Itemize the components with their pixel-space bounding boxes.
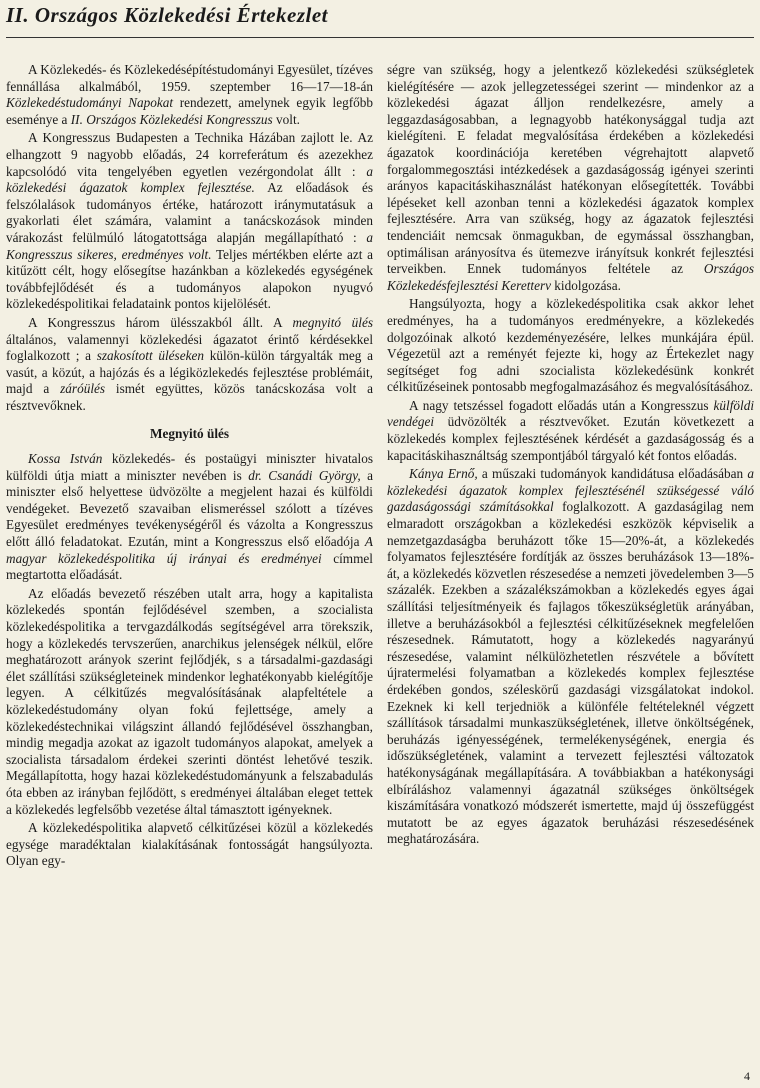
paragraph: A Közlekedés- és Közlekedésépítéstudományi Egyesület, tízéves fennállása alkalmából, 1959. szeptember 16—17—18-án Közlekedéstudományi Napokat rendezett, amelynek egyik legfőbb eseménye a II. Országos Közlekedési Kongresszus volt. [6, 62, 374, 127]
left-column [6, 62, 373, 872]
paragraph: A nagy tetszéssel fogadott előadás után a Kongresszus külföldi vendégei üdvözölték a résztvevőket. Ezután következett a közlekedés komplex fejlesztésének kérdését a gazdaságosság és a kapacitáskihasználtság szempontjából tárgyaló két fontos előadás. [387, 397, 754, 463]
italic-run: szakosított üléseken [96, 348, 204, 364]
paragraph: A Kongresszus Budapesten a Technika Házában zajlott le. Az elhangzott 9 nagyobb előadás, 24 korreferátum és azezekhez kapcsolódó vita tengelyében egyetlen vezérgondolat állt : a közlekedési ágazatok komplex fejlesztése. Az előadások és felszólalások tudományos értéke, határozott iránymutatásuk a gyakorlati élet számára, valamint a tanácskozások minden várakozást felülmúló látogatottsága alapján megállapítható : a Kongresszus sikeres, eredményes volt. Teljes mértékben elérte azt a kitűzött célt, hogy elősegítse hazánkban a közlekedés egységének továbbfejlődését és a tudományos alapokon nyugvó közlekedéspolitikai feladataink pontos kijelölését. [6, 130, 373, 312]
paragraph: Kánya Ernő, a műszaki tudományok kandidátusa előadásában a közlekedési ágazatok komplex fejlesztésénél szükségessé váló gazdaságossági számításokkal foglalkozott. A gazdaságilag nem elmaradott országokban a közlekedési eszközök képviselik a nemzetgazdaságba beruházott tőke 15—20%-át, a közlekedés folyamatos fejlesztésére fordítják az összes beruházások 13—18%-át, a közlekedés közvetlen részesedése a nemzeti jövedelemben 3—5 százalék. Ezekben a százalékszámokban a közlekedés egyes ágai szállítási teljesítményeik és fajlagos tőkeszükségletük arányában, illetve a beruházásokból a fejlesztési célkitűzéseknek megfelelően részesednek. Rámutatott, hogy a közlekedés nagyarányú részesedése, valamint nélkülözhetetlen részvétele a bővített újratermelési folyamatban a közlekedés komplex fejlesztése érdekében gondos, széleskörű gazdasági vizsgálatokat indokol. Ezeknek ki kell terjedniök a különféle feltételeknél végzett szállítások társadalmi munkaszükségletének, illetve önköltségének, beruházás igényességének, termelékenységének, energia és időszükségletének, valamint a tervezett fejlesztési változatok hatékonyságának megállapítására. A továbbiakban a hatékonysági elbíráláshoz valamennyi ágazatnál szükséges önköltségek kiszámítására vonatkozó módszerét ismertette, majd új összefüggést mutatott be az egyes ágazatok beruházási részesedésének meghatározására. [387, 466, 755, 847]
right-column [387, 62, 754, 872]
italic-run: a közlekedési ágazatok komplex fejlesztése. [6, 163, 373, 196]
italic-run: külföldi vendégei [387, 397, 754, 430]
paragraph: A közlekedéspolitika alapvető célkitűzései közül a közlekedés egysége maradéktalan kialakításának fontosságát hangsúlyozta. Olyan egy- [6, 820, 373, 869]
paragraph: Kossa István közlekedés- és postaügyi miniszter hivatalos külföldi útja miatt a miniszter nevében is dr. Csanádi György, a miniszter első helyettese üdvözölte a megjelent hazai és külföldi vendégeket. Bevezető szavaiban elismeréssel szólott a tízéves Egyesület eredményes tevékenységéről és vázolta a Kongresszus előtt álló feladatokat. Ezután, mint a Kongresszus első előadója A magyar közlekedéspolitika új irányai és eredményei címmel megtartotta előadását. [6, 451, 373, 583]
italic-run: Kossa István [28, 451, 103, 467]
paragraph: A Kongresszus három ülésszakból állt. A megnyitó ülés általános, valamennyi közlekedési ágazatot érintő kérdésekkel foglalkozott ; a szakosított üléseken külön-külön tárgyalták meg a vasút, a közút, a hajózás és a légiközlekedés fejlesztése problémáit, majd a záróülés ismét együttes, közös tanácskozása volt a résztvevőknek. [6, 314, 374, 413]
paragraph: Az előadás bevezető részében utalt arra, hogy a kapitalista közlekedés spontán fejlődésével szemben, a szocialista közlekedéspolitika a tervgazdálkodás segítségével arra törekszik, hogy a közlekedés tervszerűen, anarchikus jelenségek nélkül, előre meghatározott arányok szerint fejlődjék, s a társadalmi-gazdasági élet szállítási szükségleteinek mindenkor leghatékonyabb kielégítője legyen. A célkitűzés megvalósításának alapfeltétele a közlekedéstudomány olyan fokú fejlettsége, amely a közlekedéstechnikai világszint állandó fejlődésével összhangban, mindig megadja azokat az igazolt tudományos alapokat, amelyek a szocialista társadalom érdekei szerinti döntést lehetővé teszik. Megállapította, hogy hazai közlekedéstudományunk a felszabadulás óta ebben az irányban fejlődött, s eredményei általában eleget tettek a közlekedés legfelsőbb vezetése által támasztott igényeknek. [6, 585, 373, 817]
italic-run: Közlekedéstudományi Napokat [6, 95, 174, 111]
italic-run: dr. Csanádi György, [248, 467, 361, 483]
italic-run: a közlekedési ágazatok komplex fejlesztésénél szükségessé váló gazdaságossági számításokkal [387, 466, 755, 515]
italic-run: megnyitó ülés [292, 314, 373, 330]
italic-run: a Kongresszus sikeres, eredményes volt. [6, 229, 373, 262]
italic-run: Országos Közlekedésfejlesztési Keretterv [387, 261, 754, 293]
paragraph: ségre van szükség, hogy a jelentkező közlekedési szükségletek kielégítésére — azok jellegzetességei szerint — mindenkor az a közlekedési ágazat álljon rendelkezésre, amely a leggazdaságosabban, a legnagyobb hatékonysággal tudja azt kielégíteni. E feladat megvalósítása érdekében a közlekedési ágazatok koordinációja keretében végrehajtott alapvető forgalommegosztási intézkedések a gazdaságosság igényei szerinti arányos kapacitáskihasználást hatékonyan elősegítették. További lépéseket kell azonban tenni a közlekedési ágazatok komplex fejlesztésére. Arra van szükség, hogy az ágazatok fejlesztési tendenciáit nemcsak önmagukban, de egymással összhangban, optimálisan arányosítva és ütemezve irányítsuk konkrét fejlesztési terveikben. Ennek tudományos feltétele az Országos Közlekedésfejlesztési Keretterv kidolgozása. [387, 62, 754, 293]
italic-run: záróülés [60, 381, 106, 397]
italic-run: II. Országos Közlekedési Kongresszus [70, 111, 273, 127]
title-rule [6, 37, 754, 38]
italic-run: A magyar közlekedéspolitika új irányai és eredményei [6, 534, 373, 566]
italic-run: Kánya Ernő, [409, 466, 478, 482]
section-heading: Megnyitó ülés [149, 426, 230, 442]
text-columns [6, 62, 754, 872]
article-title: II. Országos Közlekedési Értekezlet [6, 3, 328, 27]
paragraph: Hangsúlyozta, hogy a közlekedéspolitika csak akkor lehet eredményes, ha a tudományos eredményekre, a közlekedés dolgozóinak alkotó kezdeményezésére, lelkes munkájára épül. Végezetül azt a reményét fejezte ki, hogy az Értekezlet nagy segítséget fog adni szocialista közlekedésünk konkrét célkitűzéseinek pontosabb megfogalmazásához és megvalósításához. [387, 296, 754, 395]
page-number: 4 [744, 1069, 750, 1083]
